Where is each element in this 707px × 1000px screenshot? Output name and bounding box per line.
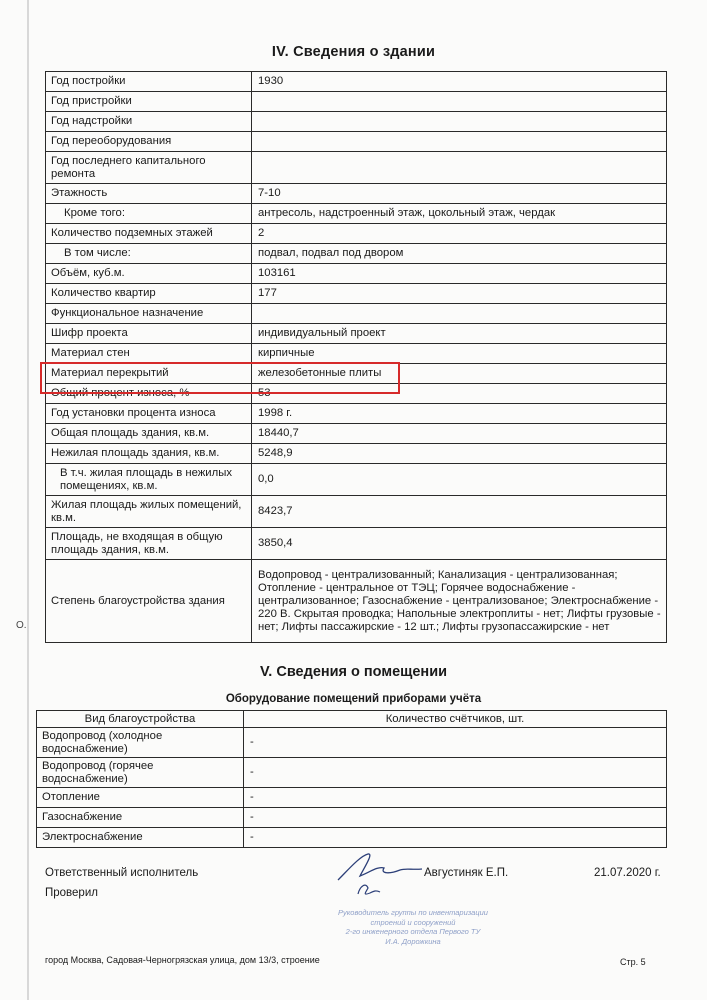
stamp-line: строений и сооружений xyxy=(370,917,456,927)
table-row xyxy=(46,284,667,304)
table-row xyxy=(46,324,667,344)
table-row xyxy=(37,788,667,808)
row-value: 3850,4 xyxy=(252,528,667,560)
row-label: Общая площадь здания, кв.м. xyxy=(46,424,252,444)
row-label: Водопровод (холодное водоснабжение) xyxy=(37,728,244,758)
row-label: Количество подземных этажей xyxy=(46,224,252,244)
row-value: 18440,7 xyxy=(252,424,667,444)
row-label: Кроме того: xyxy=(46,204,252,224)
row-label: Количество квартир xyxy=(46,284,252,304)
row-label: Год пристройки xyxy=(46,92,252,112)
row-value: кирпичные xyxy=(252,344,667,364)
responsible-name: Августиняк Е.П. xyxy=(424,867,509,879)
table-row xyxy=(46,528,667,560)
column-header: Вид благоустройства xyxy=(37,711,244,728)
table-row xyxy=(46,444,667,464)
row-value: 177 xyxy=(252,284,667,304)
building-info-table xyxy=(45,71,667,643)
table-row xyxy=(46,560,667,643)
row-value: подвал, подвал под двором xyxy=(252,244,667,264)
row-value: 1998 г. xyxy=(252,404,667,424)
row-label: Год постройки xyxy=(46,72,252,92)
row-value: - xyxy=(244,728,667,758)
equipment-title: Оборудование помещений приборами учёта xyxy=(225,693,482,705)
margin-note: О. xyxy=(16,620,27,631)
row-value xyxy=(252,132,667,152)
table-row xyxy=(46,204,667,224)
table-row xyxy=(46,264,667,284)
row-label: Отопление xyxy=(37,788,244,808)
table-row xyxy=(46,184,667,204)
table-row xyxy=(46,496,667,528)
row-value: 5248,9 xyxy=(252,444,667,464)
equipment-table xyxy=(36,710,667,848)
table-row xyxy=(37,808,667,828)
row-label: Газоснабжение xyxy=(37,808,244,828)
table-row xyxy=(46,72,667,92)
row-label: Материал перекрытий xyxy=(46,364,252,384)
row-label: Год последнего капитального ремонта xyxy=(46,152,252,184)
table-row xyxy=(46,152,667,184)
row-value: Водопровод - централизованный; Канализация - централизованная; Отопление - центральное от ТЭЦ; Горячее водоснабжение - централизованное; Газоснабжение - централизованое; Электроснабжение - 220 В. Скрытая проводка; Напольные электроплиты - нет; Лифты грузовые - нет; Лифты пассажирские - 12 шт.; Лифты грузопассажирские - нет xyxy=(252,560,667,643)
page-edge xyxy=(27,0,29,1000)
row-value xyxy=(252,304,667,324)
row-value xyxy=(252,112,667,132)
row-value: 0,0 xyxy=(252,464,667,496)
row-label: Водопровод (горячее водоснабжение) xyxy=(37,758,244,788)
row-label: Шифр проекта xyxy=(46,324,252,344)
row-value xyxy=(252,92,667,112)
section-5-title: V. Сведения о помещении xyxy=(259,664,448,680)
stamp-line: 2-го инженерного отдела Первого ТУ xyxy=(345,927,481,936)
table-row xyxy=(46,132,667,152)
table-row xyxy=(37,728,667,758)
row-label: Объём, куб.м. xyxy=(46,264,252,284)
row-value: 8423,7 xyxy=(252,496,667,528)
row-value: железобетонные плиты xyxy=(252,364,667,384)
section-4-title: IV. Сведения о здании xyxy=(271,44,436,60)
highlight-box xyxy=(40,362,400,394)
row-label: Год переоборудования xyxy=(46,132,252,152)
table-row xyxy=(46,424,667,444)
row-label: Материал стен xyxy=(46,344,252,364)
row-value: - xyxy=(244,758,667,788)
row-label: Жилая площадь жилых помещений, кв.м. xyxy=(46,496,252,528)
page-number: Стр. 5 xyxy=(620,957,646,967)
row-value: - xyxy=(244,828,667,848)
stamp-text xyxy=(318,908,508,946)
column-header: Количество счётчиков, шт. xyxy=(244,711,667,728)
row-value: 2 xyxy=(252,224,667,244)
row-label: Этажность xyxy=(46,184,252,204)
footer-address: город Москва, Садовая-Черногрязская улица, дом 13/3, строение xyxy=(45,955,320,965)
row-label: Электроснабжение xyxy=(37,828,244,848)
table-header-row xyxy=(37,711,667,728)
table-row xyxy=(46,92,667,112)
row-label: В т.ч. жилая площадь в нежилых помещениях, кв.м. xyxy=(46,464,252,496)
row-value xyxy=(252,152,667,184)
row-label: Год надстройки xyxy=(46,112,252,132)
table-row xyxy=(46,344,667,364)
row-label: Год установки процента износа xyxy=(46,404,252,424)
checked-label: Проверил xyxy=(45,887,98,899)
stamp-line: И.А. Дорожкина xyxy=(385,936,441,946)
sign-date: 21.07.2020 г. xyxy=(594,867,661,879)
row-label: Нежилая площадь здания, кв.м. xyxy=(46,444,252,464)
responsible-label: Ответственный исполнитель xyxy=(45,867,199,879)
row-label: Общий процент износа, % xyxy=(46,384,252,404)
row-label: Площадь, не входящая в общую площадь здания, кв.м. xyxy=(46,528,252,560)
table-row xyxy=(46,224,667,244)
row-label: В том числе: xyxy=(46,244,252,264)
table-row xyxy=(46,244,667,264)
row-value: 53 xyxy=(252,384,667,404)
row-value: 1930 xyxy=(252,72,667,92)
table-row xyxy=(37,758,667,788)
row-value: антресоль, надстроенный этаж, цокольный этаж, чердак xyxy=(252,204,667,224)
row-value: 103161 xyxy=(252,264,667,284)
row-value: 7-10 xyxy=(252,184,667,204)
row-value: - xyxy=(244,808,667,828)
row-value: - xyxy=(244,788,667,808)
row-value: индивидуальный проект xyxy=(252,324,667,344)
row-label: Функциональное назначение xyxy=(46,304,252,324)
table-row xyxy=(37,828,667,848)
stamp-line: Руководитель группы по инвентаризации xyxy=(338,908,488,917)
table-row xyxy=(46,304,667,324)
row-label: Степень благоустройства здания xyxy=(46,560,252,643)
table-row xyxy=(46,404,667,424)
table-row xyxy=(46,112,667,132)
table-row xyxy=(46,464,667,496)
